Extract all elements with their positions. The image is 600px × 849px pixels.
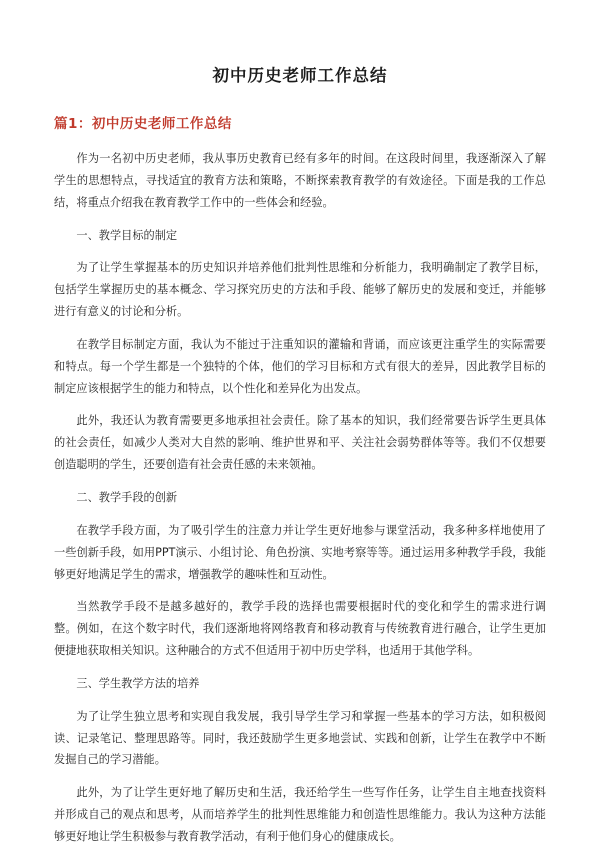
- sub-heading: 三、学生教学方法的培养: [76, 676, 200, 690]
- sub-heading: 二、教学手段的创新: [76, 490, 178, 504]
- paragraph: 此外，为了让学生更好地了解历史和生活，我还给学生一些写作任务，让学生自主地查找资料并形成自己的观点和思考，从而培养学生的批判性思维能力和创造性思维能力。我认为这种方法能够更好地让学生积极参与教育教学活动，有利于他们身心的健康成长。: [54, 786, 546, 843]
- paragraph: 当然教学手段不是越多越好的，教学手段的选择也需要根据时代的变化和学生的需求进行调整。例如，在这个数字时代，我们逐渐地将网络教育和移动教育与传统教育进行融合，让学生更加便捷地获取相关知识。这种融合的方式不但适用于初中历史学科，也适用于其他学科。: [54, 600, 546, 658]
- paragraph: 作为一名初中历史老师，我从事历史教育已经有多年的时间。在这段时间里，我逐渐深入了解学生的思想特点，寻找适宜的教育方法和策略，不断探索教育教学的有效途径。下面是我的工作总结，将重点介绍我在教育教学工作中的一些体会和经验。: [54, 152, 546, 209]
- paragraph: 为了让学生独立思考和实现自我发展，我引导学生学习和掌握一些基本的学习方法，如积极阅读、记录笔记、整理思路等。同时，我还鼓励学生更多地尝试、实践和创新，让学生在教学中不断发掘自己的学习潜能。: [54, 709, 546, 767]
- paragraph: 在教学手段方面，为了吸引学生的注意力并让学生更好地参与课堂活动，我多种多样地使用了一些创新手段，如用PPT演示、小组讨论、角色扮演、实地考察等等。通过运用多种教学手段，我能够更好地满足学生的需求，增强教学的趣味性和互动性。: [54, 523, 546, 581]
- paragraph: 在教学目标制定方面，我认为不能过于注重知识的灌输和背诵，而应该更注重学生的实际需要和特点。每一个学生都是一个独特的个体，他们的学习目标和方式有很大的差异，因此教学目标的制定应该根据学生的能力和特点，以个性化和差异化为出发点。: [54, 337, 546, 395]
- paragraph: 为了让学生掌握基本的历史知识并培养他们批判性思维和分析能力，我明确制定了教学目标，包括学生掌握历史的基本概念、学习探究历史的方法和手段、能够了解历史的发展和变迁，并能够进行有意义的讨论和分析。: [54, 261, 546, 319]
- paragraph: 此外，我还认为教育需要更多地承担社会责任。除了基本的知识，我们经常要告诉学生更具体的社会责任，如减少人类对大自然的影响、维护世界和平、关注社会弱势群体等等。我们不仅想要创造聪明的学生，还要创造有社会责任感的未来领袖。: [54, 414, 546, 472]
- sub-heading: 一、教学目标的制定: [76, 228, 178, 242]
- page-title: 初中历史老师工作总结: [212, 66, 388, 85]
- section-heading: 篇1：初中历史老师工作总结: [54, 116, 232, 132]
